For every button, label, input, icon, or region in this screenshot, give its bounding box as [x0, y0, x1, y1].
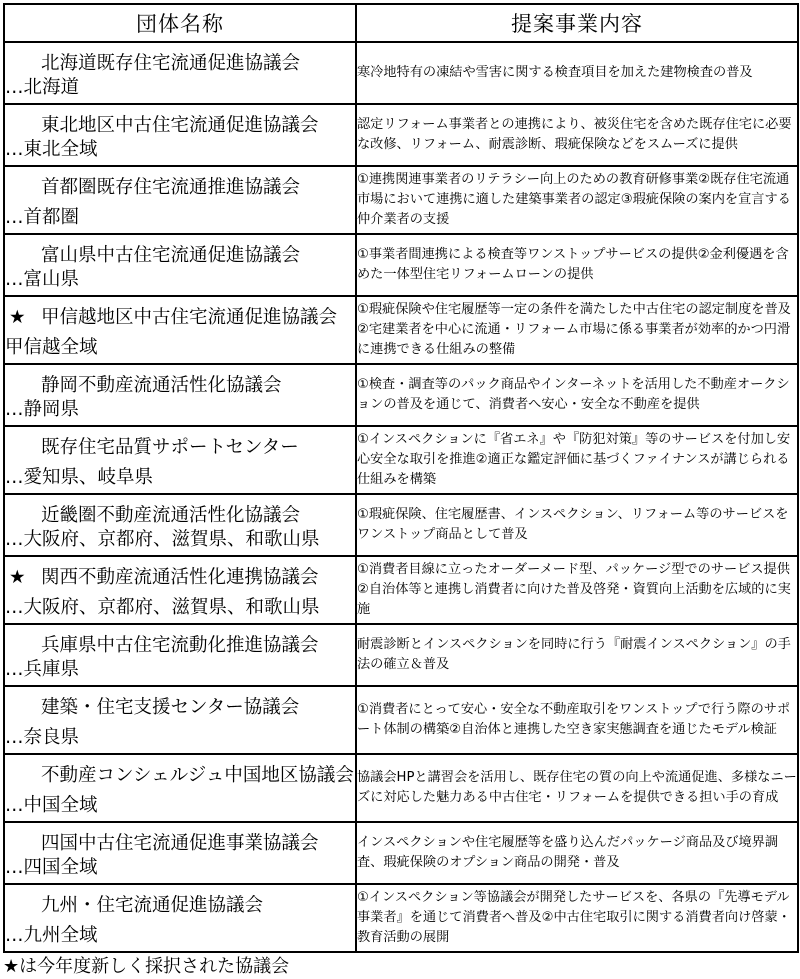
table-row [4, 494, 798, 556]
proposal-description: ①インスペクション等協議会が開発したサービスを、各県の『先導モデル事業者』を通じて消費者へ普及②中古住宅取引に関する消費者向け啓蒙・教育活動の展開 [356, 884, 798, 952]
proposal-description: ①消費者目線に立ったオーダーメード型、パッケージ型でのサービス提供②自治体等と連携し消費者に向けた普及啓発・資質向上活動を広域的に実施 [356, 556, 798, 624]
organization-region: …富山県 [5, 269, 80, 290]
organization-region: …静岡県 [5, 399, 80, 420]
organization-region: …九州全域 [5, 925, 98, 946]
proposal-description: 耐震診断とインスペクションを同時に行う『耐震インスペクション』の手法の確立＆普及 [356, 624, 798, 686]
organization-name: 九州・住宅流通促進協議会 [41, 895, 264, 916]
table-row [4, 884, 798, 952]
header-proposal-content: 提案事業内容 [356, 4, 798, 42]
organization-name-line [9, 371, 282, 397]
proposal-description: ①消費者にとって安心・安全な不動産取引をワンストップで行う際のサポート体制の構築②自治体と連携した空き家実態調査を通じたモデル検証 [356, 686, 798, 754]
organization-name-line [9, 829, 319, 855]
organization-name: 兵庫県中古住宅流動化推進協議会 [41, 635, 319, 656]
table-row [4, 234, 798, 296]
organization-region: …兵庫県 [5, 659, 80, 680]
proposal-description: ①事業者間連携による検査等ワンストップサービスの提供②金利優遇を含めた一体型住宅リフォームローンの提供 [356, 234, 798, 296]
organization-cell [4, 556, 356, 624]
table-body [4, 42, 798, 952]
organization-cell [4, 42, 356, 104]
organization-cell [4, 884, 356, 952]
organization-name: 北海道既存住宅流通促進協議会 [41, 53, 301, 74]
organization-name-line [9, 173, 300, 199]
organization-cell [4, 234, 356, 296]
proposal-description: ①瑕疵保険や住宅履歴等一定の条件を満たした中古住宅の認定制度を普及②宅建業者を中心に流通・リフォーム市場に係る事業者が効率的かつ円滑に連携できる仕組みの整備 [356, 296, 798, 364]
organization-name-line [9, 761, 354, 787]
council-table [3, 3, 799, 953]
organization-region: …東北全域 [5, 139, 98, 160]
table-row [4, 624, 798, 686]
proposal-description: ①検査・調査等のパック商品やインターネットを活用した不動産オークションの普及を通じて、消費者へ安心・安全な不動産を提供 [356, 364, 798, 426]
proposal-description: ①連携関連事業者のリテラシー向上のための教育研修事業②既存住宅流通市場において連携に適した建築事業者の認定③瑕疵保険の案内を宣言する仲介業者の支援 [356, 166, 798, 234]
new-council-star-icon: ★ [9, 307, 26, 328]
table-row [4, 42, 798, 104]
organization-region: …奈良県 [5, 727, 80, 748]
table-row [4, 686, 798, 754]
organization-cell [4, 754, 356, 822]
organization-name-line [9, 241, 300, 267]
table-row [4, 104, 798, 166]
table-row [4, 822, 798, 884]
table-row [4, 556, 798, 624]
organization-region: …中国全域 [5, 795, 98, 816]
organization-cell [4, 104, 356, 166]
organization-name-line [9, 693, 299, 719]
table-row [4, 754, 798, 822]
organization-region: …大阪府、京都府、滋賀県、和歌山県 [5, 529, 320, 550]
organization-region: 甲信越全域 [5, 337, 98, 358]
organization-name: 四国中古住宅流通促進事業協議会 [41, 833, 319, 854]
organization-name-line [9, 111, 319, 137]
organization-name-line [9, 49, 300, 75]
organization-cell [4, 296, 356, 364]
proposal-description: ①瑕疵保険、住宅履歴書、インスペクション、リフォーム等のサービスをワンストップ商品として普及 [356, 494, 798, 556]
proposal-description: ①インスペクションに『省エネ』や『防犯対策』等のサービスを付加し安心安全な取引を推進②適正な鑑定評価に基づくファイナンスが講じられる仕組みを構築 [356, 426, 798, 494]
organization-name-line [9, 631, 319, 657]
organization-name: 静岡不動産流通活性化協議会 [41, 375, 282, 396]
organization-name-line [9, 563, 319, 589]
organization-name: 不動産コンシェルジュ中国地区協議会 [41, 765, 354, 786]
organization-cell [4, 166, 356, 234]
table-row [4, 296, 798, 364]
organization-cell [4, 822, 356, 884]
organization-region: …北海道 [5, 77, 80, 98]
organization-cell [4, 494, 356, 556]
header-organization-name: 団体名称 [4, 4, 356, 42]
header-row [4, 4, 798, 42]
organization-region: …大阪府、京都府、滋賀県、和歌山県 [5, 597, 320, 618]
organization-name-line [9, 433, 299, 459]
organization-region: …首都圏 [5, 207, 80, 228]
organization-name-line [9, 303, 337, 329]
organization-cell [4, 624, 356, 686]
proposal-description: インスペクションや住宅履歴等を盛り込んだパッケージ商品及び境界調査、瑕疵保険のオプション商品の開発・普及 [356, 822, 798, 884]
organization-name: 甲信越地区中古住宅流通促進協議会 [41, 307, 338, 328]
organization-name-line [9, 891, 263, 917]
organization-cell [4, 686, 356, 754]
new-council-star-icon: ★ [9, 567, 26, 588]
organization-name: 首都圏既存住宅流通推進協議会 [41, 177, 301, 198]
organization-name-line [9, 501, 300, 527]
footnote: ★は今年度新しく採択された協議会 [3, 956, 290, 977]
organization-cell [4, 426, 356, 494]
organization-name: 建築・住宅支援センター協議会 [41, 697, 300, 718]
document [3, 3, 797, 953]
organization-region: …四国全域 [5, 857, 98, 878]
table-row [4, 426, 798, 494]
organization-name: 既存住宅品質サポートセンター [41, 437, 299, 458]
proposal-description: 寒冷地特有の凍結や雪害に関する検査項目を加えた建物検査の普及 [356, 42, 798, 104]
table-row [4, 166, 798, 234]
organization-name: 富山県中古住宅流通促進協議会 [41, 245, 301, 266]
proposal-description: 認定リフォーム事業者との連携により、被災住宅を含めた既存住宅に必要な改修、リフォーム、耐震診断、瑕疵保険などをスムーズに提供 [356, 104, 798, 166]
organization-name: 関西不動産流通活性化連携協議会 [41, 567, 319, 588]
organization-region: …愛知県、岐阜県 [5, 467, 154, 488]
organization-cell [4, 364, 356, 426]
table-row [4, 364, 798, 426]
organization-name: 近畿圏不動産流通活性化協議会 [41, 505, 301, 526]
proposal-description: 協議会HPと講習会を活用し、既存住宅の質の向上や流通促進、多様なニーズに対応した魅力ある中古住宅・リフォームを提供できる担い手の育成 [356, 754, 798, 822]
organization-name: 東北地区中古住宅流通促進協議会 [41, 115, 319, 136]
